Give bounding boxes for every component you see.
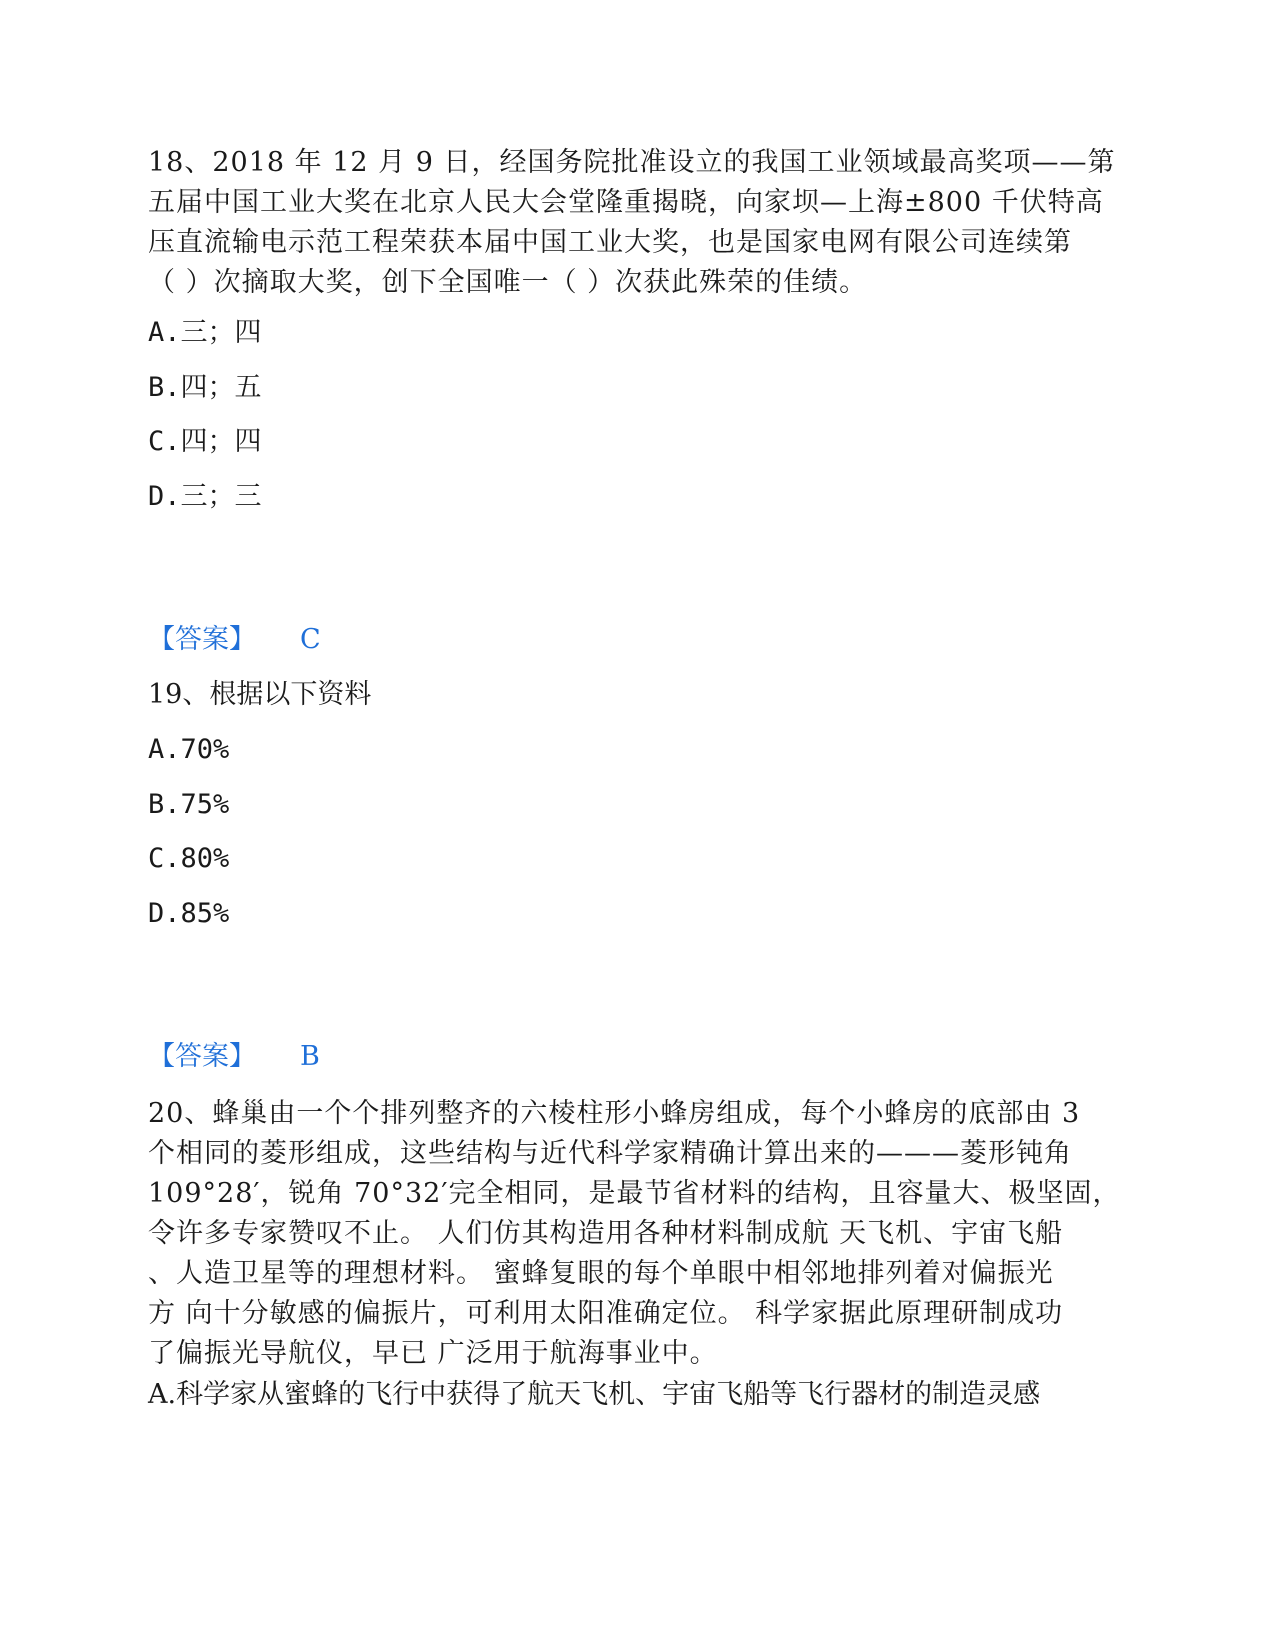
question-20-line: 令许多专家赞叹不止。 人们仿其构造用各种材料制成航 天飞机、宇宙飞船 [148,1218,1064,1249]
question-18-answer [148,622,321,658]
answer-tag: 【答案】 [148,624,256,655]
question-20-line: 个相同的菱形组成，这些结构与近代科学家精确计算出来的———菱形钝角 [148,1138,1072,1169]
question-18-line: 五届中国工业大奖在北京人民大会堂隆重揭晓，向家坝—上海±800 千伏特高 [148,187,1104,218]
question-18-line: 18、2018 年 12 月 9 日，经国务院批准设立的我国工业领域最高奖项——第 [148,147,1116,178]
question-19-option-d: D.85% [148,898,230,929]
question-18-stem [148,143,1123,303]
question-18-line: （ ）次摘取大奖，创下全国唯一（ ）次获此殊荣的佳绩。 [148,267,868,298]
question-18-option-d: D.三；三 [148,481,262,512]
question-20-line: 方 向十分敏感的偏振片，可利用太阳准确定位。 科学家据此原理研制成功 [148,1298,1064,1329]
answer-value: B [300,1041,320,1072]
question-20-line: 109°28′，锐角 70°32′完全相同，是最节省材料的结构，且容量大、极坚固， [148,1178,1121,1209]
question-18-option-a: A.三；四 [148,317,262,348]
question-18-option-c: C.四；四 [148,426,262,457]
answer-value: C [300,624,321,655]
question-19-option-a: A.70% [148,734,230,765]
question-20-option-a: A.科学家从蜜蜂的飞行中获得了航天飞机、宇宙飞船等飞行器材的制造灵感 [148,1379,1041,1410]
question-18-line: 压直流输电示范工程荣获本届中国工业大奖，也是国家电网有限公司连续第 [148,227,1072,258]
question-19-option-c: C.80% [148,843,230,874]
question-20-line: 、人造卫星等的理想材料。 蜜蜂复眼的每个单眼中相邻地排列着对偏振光 [148,1258,1054,1289]
question-19-stem: 19、根据以下资料 [148,679,372,710]
question-19-answer [148,1039,320,1075]
question-20-line: 了偏振光导航仪，早已 广泛用于航海事业中。 [148,1338,718,1369]
question-18-option-b: B.四；五 [148,372,262,403]
question-19-option-b: B.75% [148,789,230,820]
question-20-line: 20、蜂巢由一个个排列整齐的六棱柱形小蜂房组成，每个小蜂房的底部由 3 [148,1098,1081,1129]
answer-tag: 【答案】 [148,1041,256,1072]
question-20-stem [148,1094,1123,1374]
